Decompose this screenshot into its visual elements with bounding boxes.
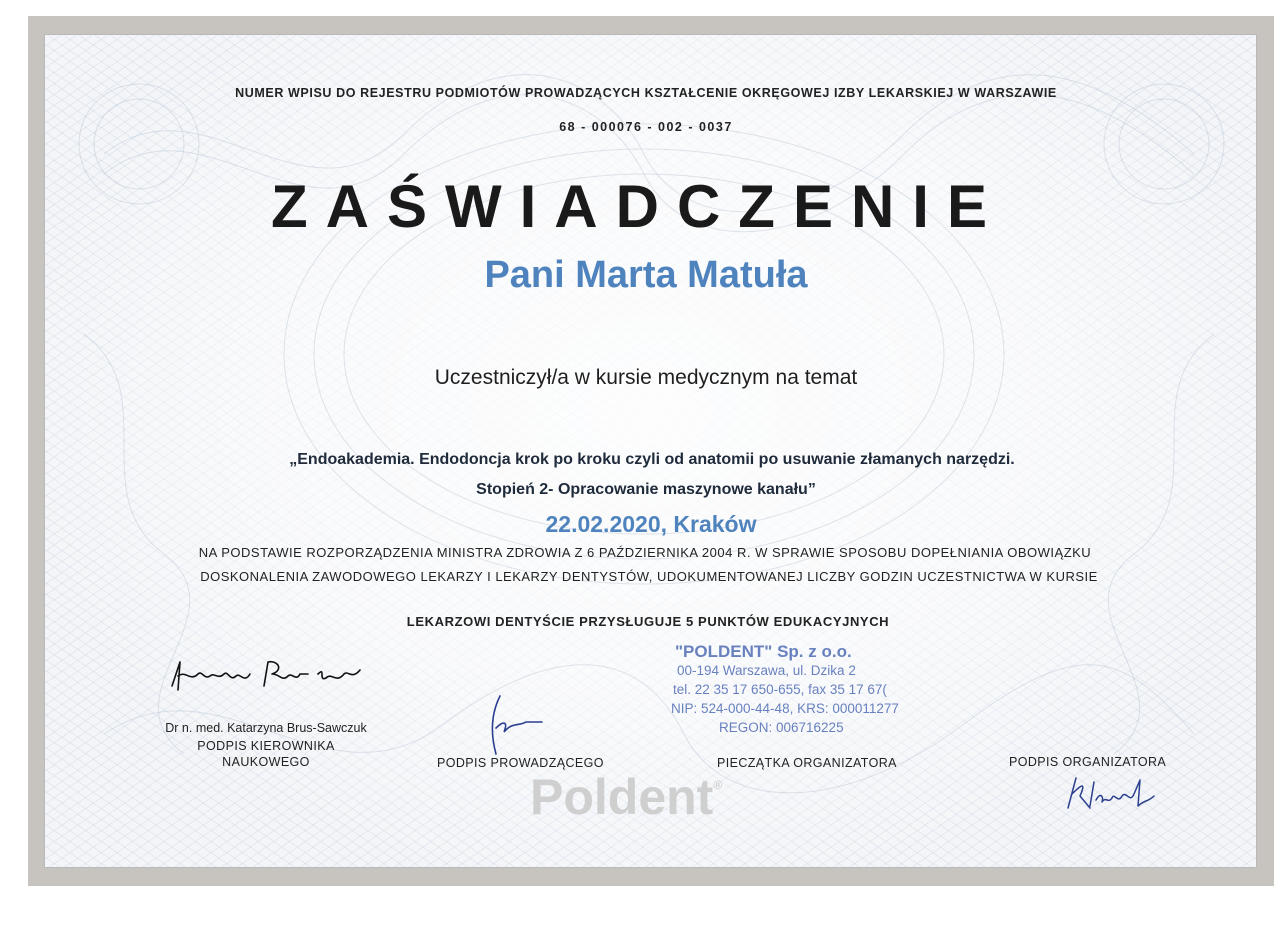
regulation-line1: NA PODSTAWIE ROZPORZĄDZENIA MINISTRA ZDROWIA Z 6 PAŹDZIERNIKA 2004 R. W SPRAWIE SPOSOBU DOPEŁNIANIA OBOWIĄZKU	[198, 545, 1092, 560]
recipient-name: Pani Marta Matuła	[484, 254, 808, 296]
course-title-line2: Stopień 2- Opracowanie maszynowe kanału”	[476, 481, 816, 498]
poldent-logo	[530, 768, 722, 826]
poldent-logo-text: Poldent	[530, 769, 714, 825]
participation-text: Uczestniczył/a w kursie medycznym na temat	[434, 366, 858, 389]
course-title-line1: „Endoakademia. Endodoncja krok po kroku czyli od anatomii po usuwanie złamanych narzędzi.	[289, 451, 1015, 468]
lecturer-signature-caption: PODPIS PROWADZĄCEGO	[437, 756, 604, 770]
organizer-stamp	[655, 642, 955, 737]
organizer-signature	[1060, 774, 1160, 814]
stamp-company: "POLDENT" Sp. z o.o.	[675, 642, 852, 661]
stamp-ids: NIP: 524-000-44-48, KRS: 000011277	[671, 701, 899, 716]
registry-number: 68 - 000076 - 002 - 0037	[559, 120, 733, 134]
stamp-address: 00-194 Warszawa, ul. Dzika 2	[677, 663, 856, 678]
organizer-signature-caption: PODPIS ORGANIZATORA	[1009, 755, 1167, 769]
scientific-head-name: Dr n. med. Katarzyna Brus-Sawczuk	[165, 721, 367, 735]
course-date-place: 22.02.2020, Kraków	[545, 511, 757, 537]
points-statement: LEKARZOWI DENTYŚCIE PRZYSŁUGUJE 5 PUNKTÓW EDUKACYJNYCH	[406, 614, 890, 629]
certificate-title: ZAŚWIADCZENIE	[271, 173, 1005, 240]
stamp-phone: tel. 22 35 17 650-655, fax 35 17 67(	[673, 682, 887, 697]
scientific-head-block	[140, 721, 392, 769]
scientific-head-role-line1: PODPIS KIEROWNIKA	[197, 739, 335, 753]
registered-mark: ®	[713, 778, 723, 792]
registry-line: NUMER WPISU DO REJESTRU PODMIOTÓW PROWADZĄCYCH KSZTAŁCENIE OKRĘGOWEJ IZBY LEKARSKIEJ W WARSZAWIE	[235, 86, 1057, 100]
lecturer-signature	[486, 692, 546, 762]
scientific-head-role-line2: NAUKOWEGO	[222, 755, 310, 769]
stamp-caption: PIECZĄTKA ORGANIZATORA	[717, 756, 897, 770]
regulation-line2: DOSKONALENIA ZAWODOWEGO LEKARZY I LEKARZY DENTYSTÓW, UDOKUMENTOWANEJ LICZBY GODZIN UCZESTNICTWA W KURSIE	[200, 569, 1098, 584]
scientific-head-signature	[168, 656, 368, 698]
stamp-regon: REGON: 006716225	[719, 720, 844, 735]
